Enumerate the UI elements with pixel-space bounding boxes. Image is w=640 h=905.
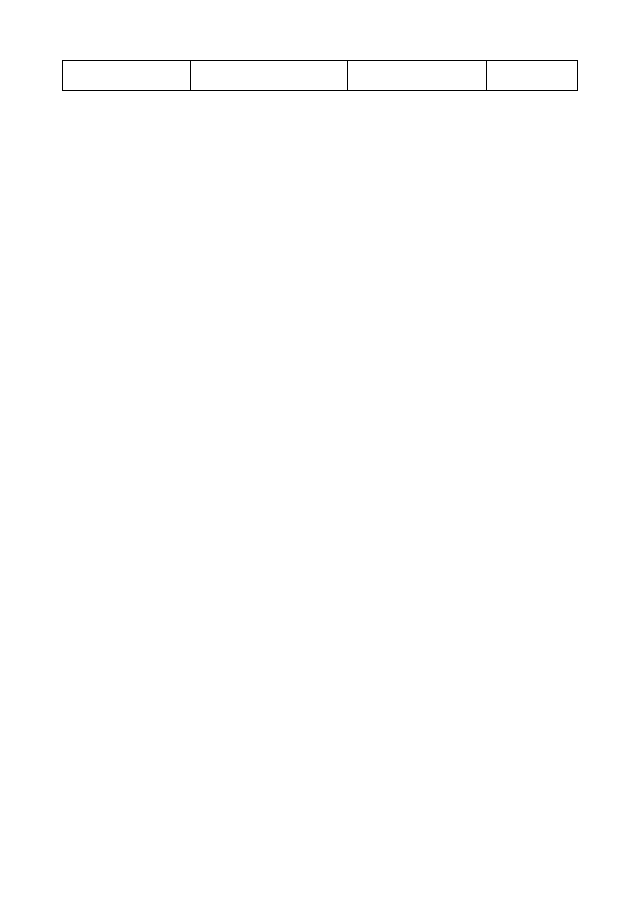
header-period (190, 61, 348, 91)
header-term (63, 61, 191, 91)
header-duration (348, 61, 487, 91)
header-category (487, 61, 578, 91)
document-body (62, 52, 578, 97)
table-header-row (63, 61, 578, 91)
duration-table (62, 60, 578, 91)
